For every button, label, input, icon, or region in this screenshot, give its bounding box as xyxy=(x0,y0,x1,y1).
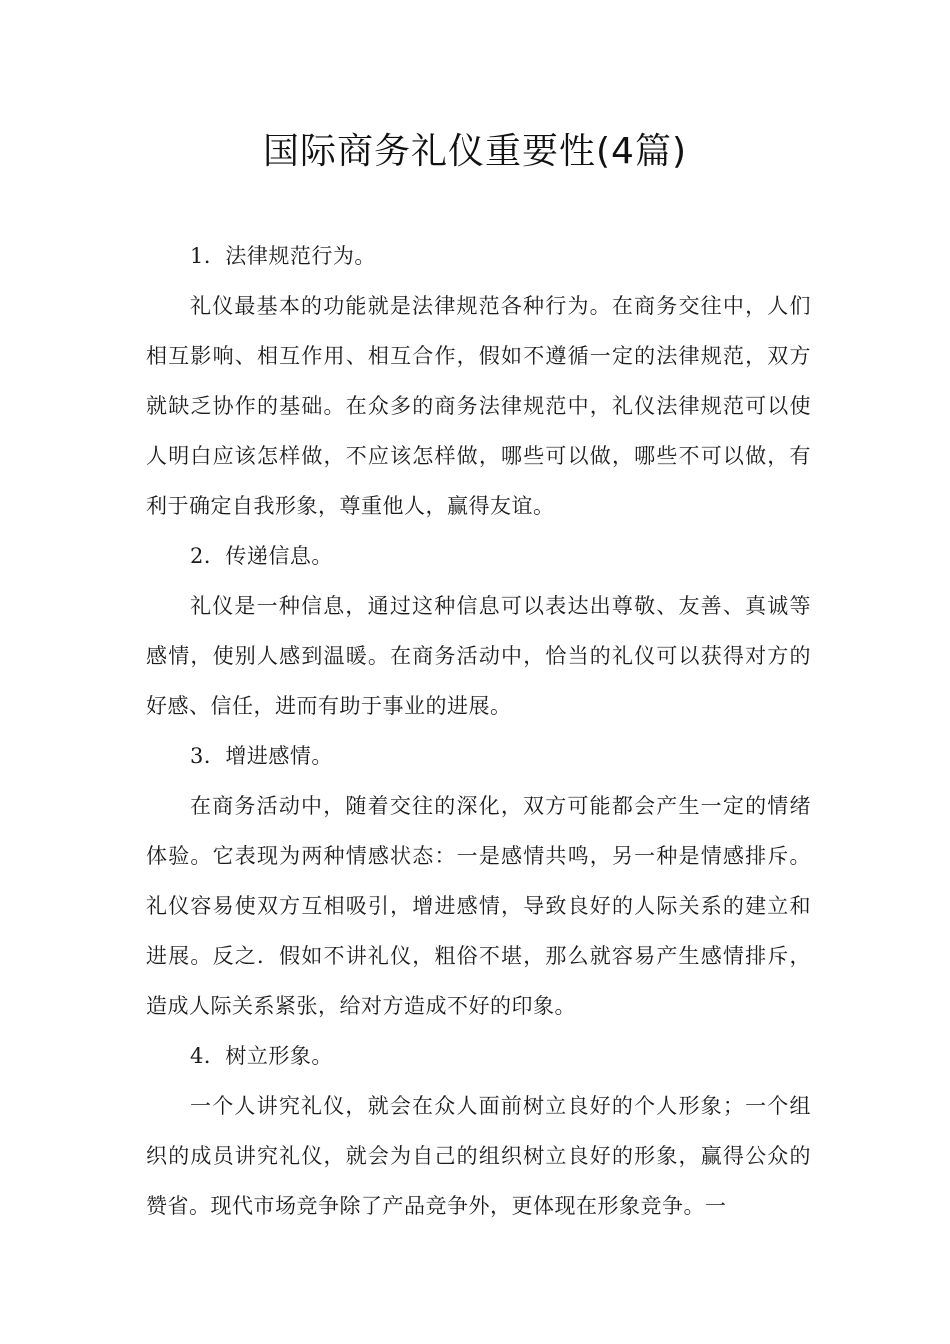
section-paragraph-4: 一个人讲究礼仪，就会在众人面前树立良好的个人形象；一个组织的成员讲究礼仪，就会为自己的组织树立良好的形象，赢得公众的赞省。现代市场竞争除了产品竞争外，更体现在形象竞争。一 xyxy=(146,1094,811,1218)
section-paragraph-1: 礼仪最基本的功能就是法律规范各种行为。在商务交往中，人们相互影响、相互作用、相互合作，假如不遵循一定的法律规范，双方就缺乏协作的基础。在众多的商务法律规范中，礼仪法律规范可以使人明白应该怎样做，不应该怎样做，哪些可以做，哪些不可以做，有利于确定自我形象，尊重他人，赢得友谊。 xyxy=(146,294,811,518)
section-heading-4: 4．树立形象。 xyxy=(190,1044,333,1068)
document-body xyxy=(146,231,811,1231)
section-paragraph-2: 礼仪是一种信息，通过这种信息可以表达出尊敬、友善、真诚等感情，使别人感到温暖。在商务活动中，恰当的礼仪可以获得对方的好感、信任，进而有助于事业的进展。 xyxy=(146,594,811,718)
section-heading-2: 2．传递信息。 xyxy=(190,544,333,568)
section-heading-3: 3．增进感情。 xyxy=(190,744,333,768)
section-paragraph-3: 在商务活动中，随着交往的深化，双方可能都会产生一定的情绪体验。它表现为两种情感状态：一是感情共鸣，另一种是情感排斥。礼仪容易使双方互相吸引，增进感情，导致良好的人际关系的建立和进展。反之．假如不讲礼仪，粗俗不堪，那么就容易产生感情排斥，造成人际关系紧张，给对方造成不好的印象。 xyxy=(146,794,811,1018)
section-heading-1: 1．法律规范行为。 xyxy=(190,244,376,268)
document-title: 国际商务礼仪重要性(4篇) xyxy=(263,131,687,172)
